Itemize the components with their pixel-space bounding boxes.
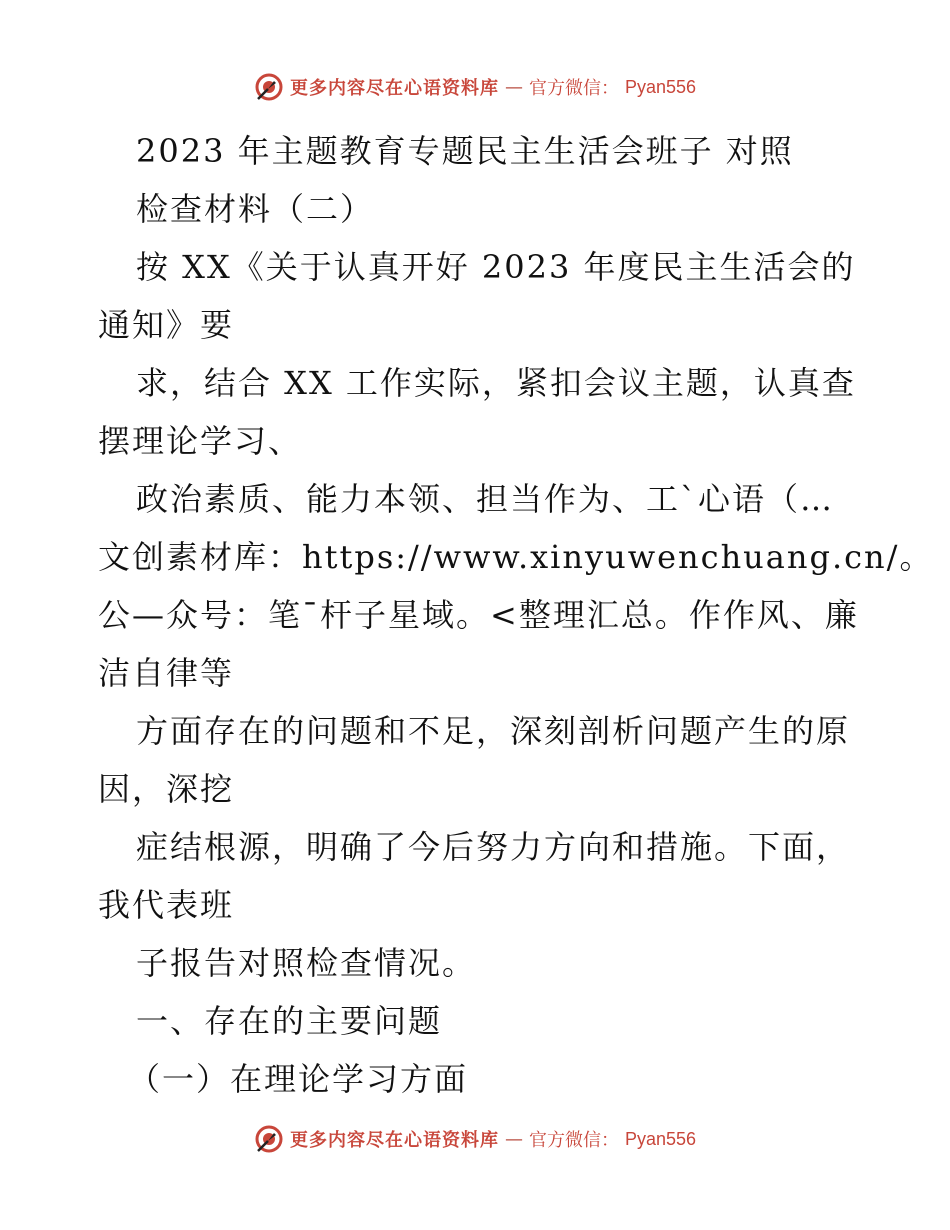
- banner-wechat-id: Pyan556: [624, 76, 697, 97]
- banner-separator: —: [504, 1128, 523, 1150]
- subsection-heading: （一）在理论学习方面: [128, 1060, 469, 1098]
- section-heading: 一、存在的主要问题: [136, 1002, 443, 1040]
- banner-wechat-id: Pyan556: [624, 1128, 697, 1149]
- header-watermark-banner: [0, 72, 950, 102]
- paragraph-line: 求，结合 XX 工作实际，紧扣会议主题，认真查: [136, 364, 856, 402]
- paragraph-line: 按 XX《关于认真开好 2023 年度民主生活会的: [136, 248, 856, 286]
- document-title-line-2: 检查材料（二）: [136, 190, 375, 228]
- banner-brand-text: 更多内容尽在心语资料库: [289, 78, 499, 99]
- paragraph-line: 症结根源，明确了今后努力方向和措施。下面，: [136, 828, 851, 866]
- document-body: [98, 122, 934, 1108]
- paragraph-line: 政治素质、能力本领、担当作为、工`心语（…: [136, 480, 835, 518]
- paragraph-line: 通知》要: [98, 306, 235, 344]
- document-title-line-1: 2023 年主题教育专题民主生活会班子 对照: [136, 132, 794, 170]
- banner-wechat-label: 官方微信：: [528, 1130, 619, 1151]
- paragraph-line: 方面存在的问题和不足，深刻剖析问题产生的原: [136, 712, 851, 750]
- paragraph-line: 洁自律等: [98, 654, 235, 692]
- paragraph-line: 文创素材库：https://www.xinyuwenchuang.cn/。: [98, 538, 934, 576]
- banner-wechat-label: 官方微信：: [528, 78, 619, 99]
- pen-logo-icon: [254, 1124, 284, 1154]
- banner-brand-text: 更多内容尽在心语资料库: [289, 1130, 499, 1151]
- paragraph-line: 摆理论学习、: [98, 422, 303, 460]
- paragraph-line: 因，深挖: [98, 770, 235, 808]
- paragraph-line: 公—众号：笔¯杆子星域。<整理汇总。作作风、廉: [98, 596, 859, 634]
- footer-watermark-banner: [0, 1124, 950, 1154]
- pen-logo-icon: [254, 72, 284, 102]
- paragraph-line: 子报告对照检查情况。: [136, 944, 477, 982]
- banner-separator: —: [504, 76, 523, 98]
- paragraph-line: 我代表班: [98, 886, 235, 924]
